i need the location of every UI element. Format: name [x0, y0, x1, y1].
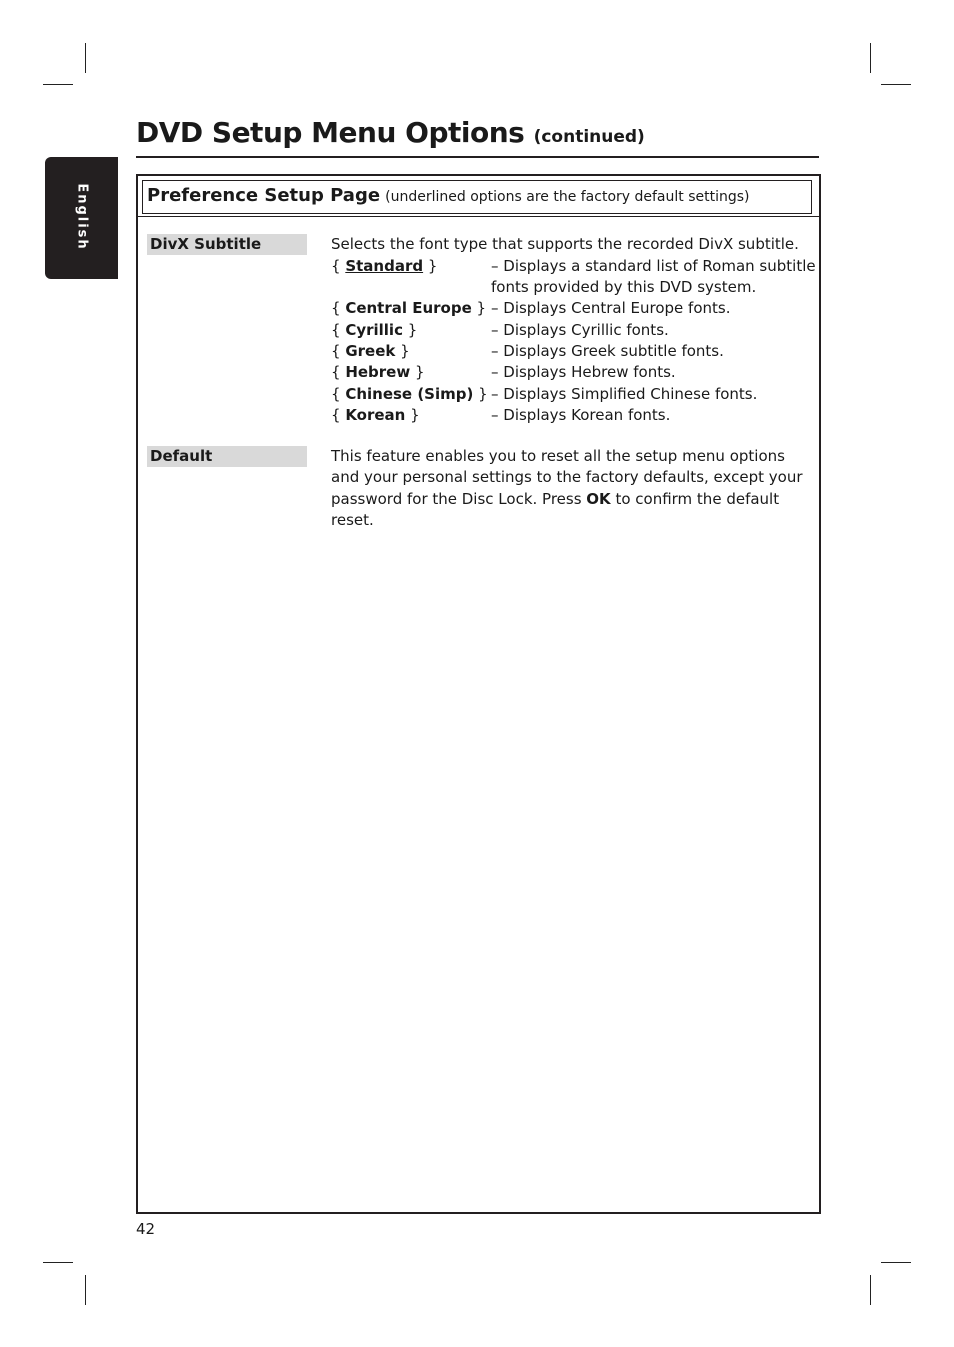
section-title: Preference Setup Page — [147, 185, 381, 206]
default-label: Default — [147, 446, 307, 467]
crop-mark — [870, 1275, 871, 1305]
option-cyrillic: { Cyrillic } — [331, 321, 418, 339]
crop-mark — [881, 84, 911, 85]
option-korean: { Korean } — [331, 406, 420, 424]
language-tab — [45, 157, 118, 279]
option-central-europe-desc: – Displays Central Europe fonts. — [491, 299, 731, 317]
crop-mark — [870, 43, 871, 73]
divx-subtitle-label: DivX Subtitle — [147, 234, 307, 255]
option-standard-desc: – Displays a standard list of Roman subtitle — [491, 257, 816, 275]
option-cyrillic-desc: – Displays Cyrillic fonts. — [491, 321, 669, 339]
default-description: This feature enables you to reset all the setup menu options and your personal settings to the factory defaults, except your password for the Disc Lock. Press OK to confirm the default reset. — [331, 447, 803, 529]
crop-mark — [881, 1262, 911, 1263]
crop-mark — [85, 1275, 86, 1305]
continued-label: (continued) — [533, 127, 645, 147]
ok-key: OK — [586, 489, 611, 508]
option-greek-desc: – Displays Greek subtitle fonts. — [491, 342, 724, 360]
option-greek: { Greek } — [331, 342, 410, 360]
language-tab-label: English — [74, 183, 90, 251]
section-divider — [138, 216, 819, 217]
option-central-europe: { Central Europe } — [331, 299, 487, 317]
option-hebrew: { Hebrew } — [331, 363, 425, 381]
section-note: (underlined options are the factory default settings) — [385, 189, 750, 205]
page-title-text: DVD Setup Menu Options — [136, 116, 525, 149]
content-frame — [136, 174, 821, 1214]
section-header — [142, 180, 812, 214]
option-standard-desc-cont: fonts provided by this DVD system. — [491, 278, 757, 296]
option-korean-desc: – Displays Korean fonts. — [491, 406, 671, 424]
page-title — [136, 116, 645, 149]
crop-mark — [43, 84, 73, 85]
crop-mark — [43, 1262, 73, 1263]
option-standard: { Standard } — [331, 257, 438, 275]
option-hebrew-desc: – Displays Hebrew fonts. — [491, 363, 676, 381]
divx-subtitle-description: Selects the font type that supports the recorded DivX subtitle. — [331, 235, 799, 253]
page-number: 42 — [136, 1220, 156, 1238]
title-divider — [136, 156, 819, 158]
crop-mark — [85, 43, 86, 73]
option-chinese-simp: { Chinese (Simp) } — [331, 385, 488, 403]
option-chinese-simp-desc: – Displays Simplified Chinese fonts. — [491, 385, 758, 403]
